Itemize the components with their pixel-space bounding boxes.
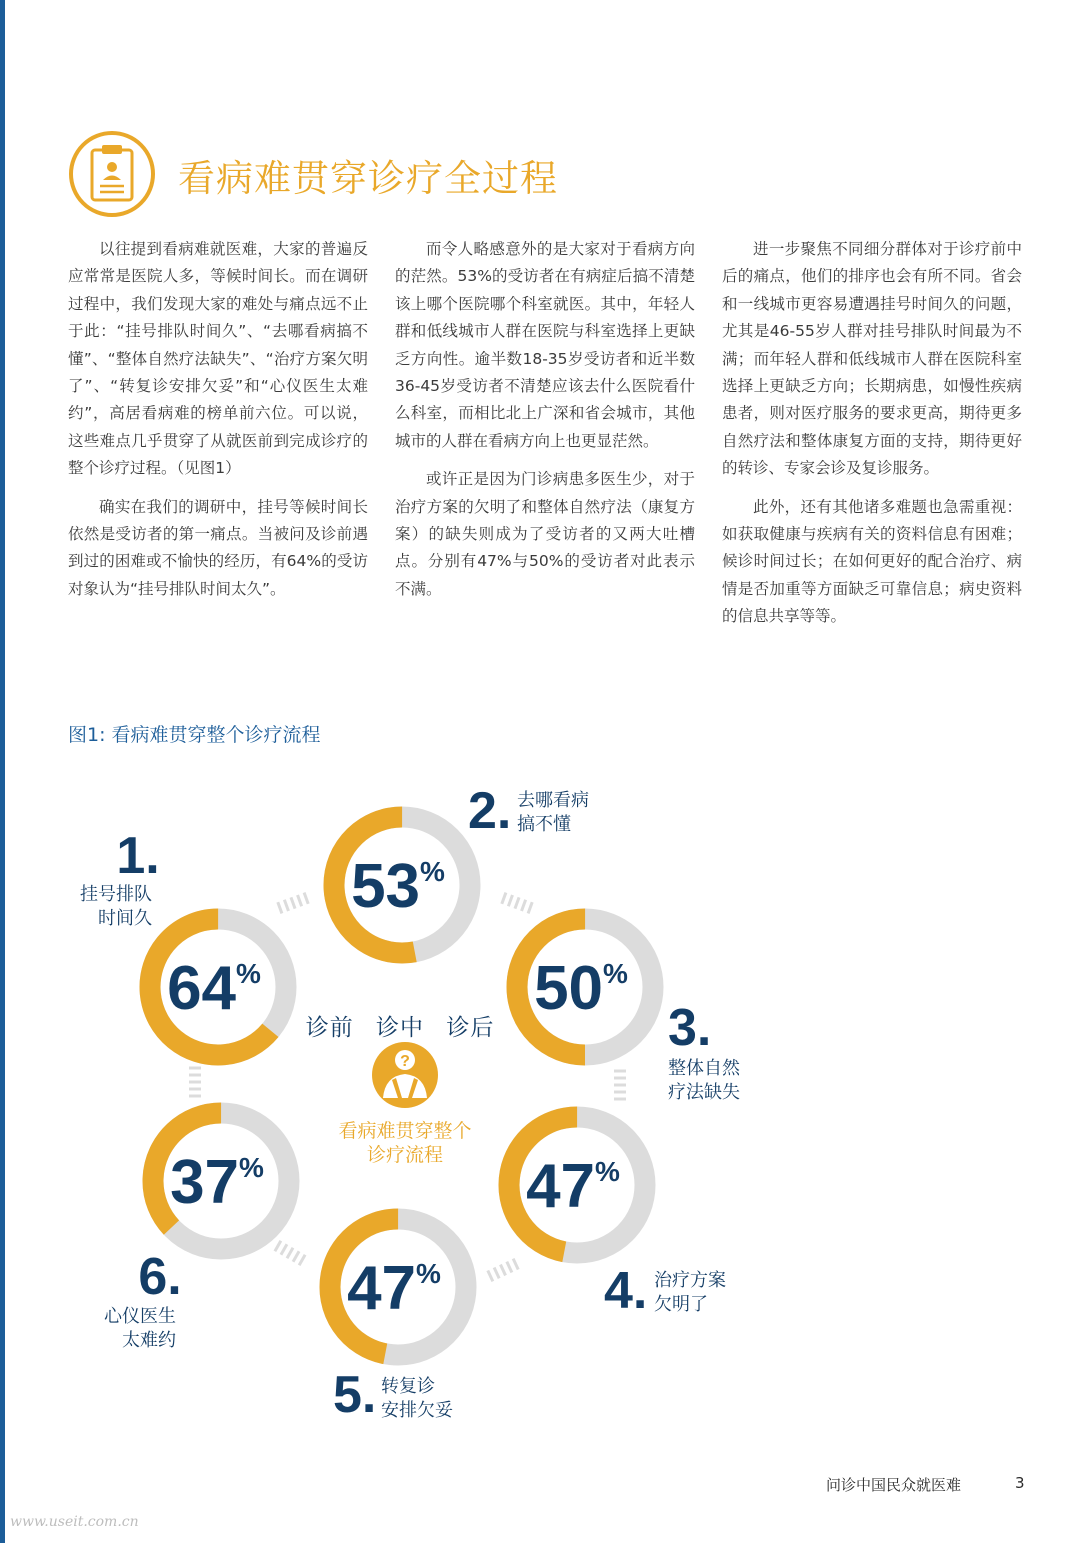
clipboard-icon bbox=[68, 130, 156, 218]
item-label-line: 整体自然 bbox=[668, 1058, 740, 1079]
donut-value-number: 47 bbox=[526, 1152, 596, 1221]
donut-value-unit: % bbox=[416, 1258, 441, 1289]
item-4-label bbox=[604, 1262, 726, 1320]
item-label-line: 挂号排队 bbox=[80, 884, 152, 905]
donut-value-number: 47 bbox=[347, 1254, 417, 1323]
item-label-line: 去哪看病 bbox=[517, 790, 589, 811]
donut-value-label bbox=[170, 1148, 264, 1217]
phase-labels bbox=[306, 1015, 495, 1041]
donut-diagram bbox=[0, 760, 1091, 1460]
donut-value-unit: % bbox=[595, 1156, 620, 1187]
center-text-line-2: 诊疗流程 bbox=[366, 1144, 444, 1166]
phase-after: 诊后 bbox=[446, 1015, 495, 1041]
connector-5-6 bbox=[275, 1241, 305, 1265]
item-label-line: 安排欠妥 bbox=[381, 1400, 453, 1421]
watermark: www.useit.com.cn bbox=[10, 1514, 139, 1530]
item-5-label bbox=[333, 1366, 453, 1424]
donut-value-label bbox=[526, 1152, 620, 1221]
donut-value-unit: % bbox=[236, 958, 261, 989]
center-text-line-1: 看病难贯穿整个 bbox=[338, 1120, 472, 1142]
phase-during: 诊中 bbox=[376, 1015, 424, 1041]
rank-number: 2. bbox=[468, 782, 512, 840]
figure-caption: 图1: 看病难贯穿整个诊疗流程 bbox=[68, 724, 321, 746]
paragraph: 确实在我们的调研中，挂号等候时间长依然是受访者的第一痛点。当被问及诊前遇到过的困难或不愉快的经历，有64%的受访对象认为“挂号排队时间太久”。 bbox=[68, 497, 368, 598]
paragraph: 以往提到看病难就医难，大家的普遍反应常常是医院人多，等候时间长。而在调研过程中，我们发现大家的难处与痛点远不止于此：“挂号排队时间久”、“去哪看病搞不懂”、“整体自然疗法缺失”、“治疗方案欠明了”、“转复诊安排欠妥”和“心仪医生太难约”，高居看病难的榜单前六位。可以说，这些难点几乎贯穿了从就医前到完成诊疗的整个诊疗过程。（见图1） bbox=[68, 240, 368, 478]
connector-2-3 bbox=[502, 893, 532, 914]
paragraph: 此外，还有其他诸多难题也急需重视：如获取健康与疾病有关的资料信息有困难；候诊时间过长；在如何更好的配合治疗、病情是否加重等方面缺乏可靠信息；病史资料的信息共享等等。 bbox=[722, 497, 1022, 626]
svg-text:?: ? bbox=[400, 1053, 410, 1070]
text-column-2 bbox=[395, 236, 695, 614]
item-6-label bbox=[104, 1248, 182, 1351]
donut-value-number: 37 bbox=[170, 1148, 240, 1217]
paragraph: 而令人略感意外的是大家对于看病方向的茫然。53%的受访者在有病症后搞不清楚该上哪个医院哪个科室就医。其中，年轻人群和低线城市人群在医院与科室选择上更缺乏方向性。逾半数18-35岁受访者和近半数36-45岁受访者不清楚应该去什么医院看什么科室，而相比北上广深和省会城市，其他城市的人群在看病方向上也更显茫然。 bbox=[395, 240, 695, 450]
donut-value-label bbox=[534, 954, 628, 1023]
donut-value-label bbox=[347, 1254, 441, 1323]
donut-value-unit: % bbox=[420, 856, 445, 887]
item-label-line: 时间久 bbox=[98, 908, 152, 929]
paragraph: 进一步聚焦不同细分群体对于诊疗前中后的痛点，他们的排序也会有所不同。省会和一线城市更容易遭遇挂号时间久的问题，尤其是46-55岁人群对挂号排队时间最为不满；而年轻人群和低线城市人群在医院科室选择上更缺乏方向；长期病患，如慢性疾病患者，则对医疗服务的要求更高，期待更多自然疗法和整体康复方面的支持，期待更好的转诊、专家会诊及复诊服务。 bbox=[722, 240, 1022, 478]
donut-value-label bbox=[167, 954, 261, 1023]
text-column-1 bbox=[68, 236, 368, 614]
rank-number: 3. bbox=[668, 999, 712, 1057]
item-label-line: 欠明了 bbox=[654, 1294, 708, 1315]
item-2-label bbox=[468, 782, 589, 840]
rank-number: 6. bbox=[138, 1248, 182, 1306]
connector-6-1 bbox=[189, 1068, 201, 1096]
donut-value-number: 50 bbox=[534, 954, 604, 1023]
item-label-line: 疗法缺失 bbox=[668, 1082, 740, 1103]
donut-item-2 bbox=[322, 805, 481, 964]
page-title: 看病难贯穿诊疗全过程 bbox=[178, 157, 558, 200]
item-label-line: 治疗方案 bbox=[654, 1270, 726, 1291]
connector-4-5 bbox=[488, 1259, 518, 1282]
donut-item-5 bbox=[318, 1207, 477, 1366]
item-label-line: 太难约 bbox=[122, 1330, 176, 1351]
footer-title: 问诊中国民众就医难 bbox=[826, 1476, 962, 1494]
donut-item-4 bbox=[497, 1105, 656, 1264]
connector-1-2 bbox=[278, 893, 308, 914]
rank-number: 1. bbox=[116, 827, 160, 885]
paragraph: 或许正是因为门诊病患多医生少，对于治疗方案的欠明了和整体自然疗法（康复方案）的缺失则成为了受访者的又两大吐槽点。分别有47%与50%的受访者对此表示不满。 bbox=[395, 470, 695, 598]
donut-value-label bbox=[351, 852, 445, 921]
connector-3-4 bbox=[614, 1071, 626, 1099]
item-label-line: 转复诊 bbox=[381, 1376, 435, 1397]
phase-before: 诊前 bbox=[305, 1015, 354, 1041]
confused-person-icon bbox=[372, 1042, 438, 1108]
page-number: 3 bbox=[1015, 1474, 1025, 1492]
item-label-line: 心仪医生 bbox=[104, 1306, 176, 1327]
donut-item-3 bbox=[517, 919, 653, 1055]
item-1-label bbox=[80, 827, 160, 929]
donut-value-number: 64 bbox=[167, 954, 237, 1023]
item-3-label bbox=[668, 999, 741, 1103]
rank-number: 5. bbox=[333, 1366, 377, 1424]
text-column-3 bbox=[722, 236, 1022, 642]
donut-value-number: 53 bbox=[351, 852, 421, 921]
rank-number: 4. bbox=[604, 1262, 648, 1320]
donut-value-unit: % bbox=[239, 1152, 264, 1183]
donut-value-unit: % bbox=[603, 958, 628, 989]
item-label-line: 搞不懂 bbox=[517, 814, 571, 835]
